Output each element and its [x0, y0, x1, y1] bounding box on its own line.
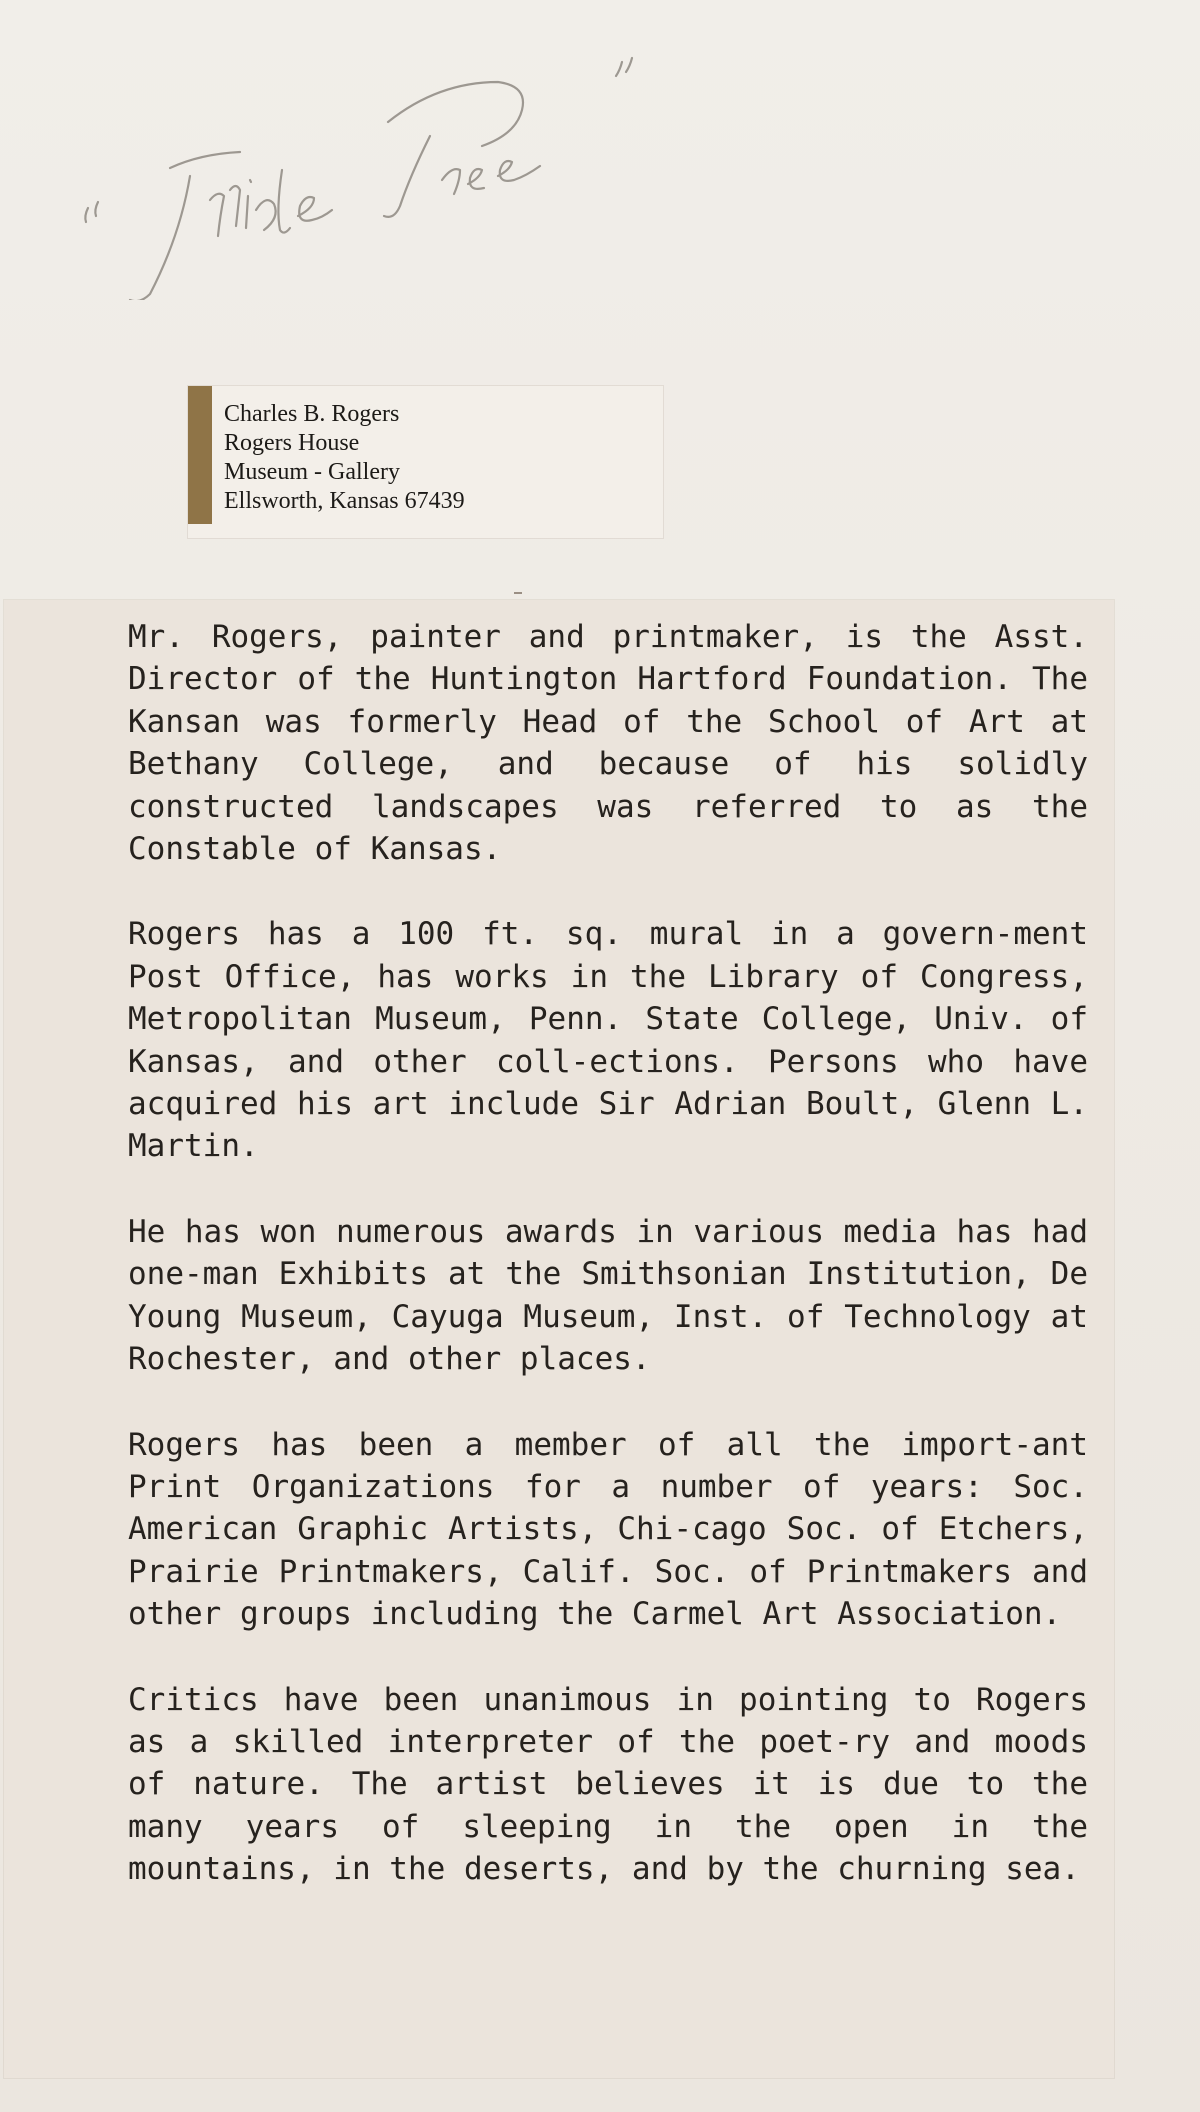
label-line: Ellsworth, Kansas 67439 [224, 488, 465, 514]
paragraph: Critics have been unanimous in pointing to Rogers as a skilled interpreter of the poet-ry and moods of nature. The artist believes it is due to the many years of sleeping in the open in the mountains, in the deserts, and by the churning sea. [128, 1681, 1088, 1888]
paragraph: Rogers has been a member of all the import-ant Print Organizations for a number of years: Soc. American Graphic Artists, Chi-cago Soc. of Etchers, Prairie Printmakers, Calif. Soc. of Printmakers and other groups including the Carmel Art Association. [128, 1426, 1088, 1633]
paragraph: Rogers has a 100 ft. sq. mural in a govern-ment Post Office, has works in the Library of Congress, Metropolitan Museum, Penn. State College, Univ. of Kansas, and other coll-ections. Persons who have acquired his art include Sir Adrian Boult, Glenn L. Martin. [128, 916, 1088, 1165]
label-line: Museum - Gallery [224, 459, 400, 485]
paragraph: Mr. Rogers, painter and printmaker, is the Asst. Director of the Huntington Hartford Foundation. The Kansan was formerly Head of the School of Art at Bethany College, and because of his solidly constructed landscapes was referred to as the Constable of Kansas. [128, 619, 1088, 868]
handwritten-title [70, 40, 670, 300]
biography-text [128, 616, 1088, 1934]
pencil-tick-mark [514, 592, 522, 594]
label-line: Rogers House [224, 430, 360, 456]
paragraph: He has won numerous awards in various media has had one-man Exhibits at the Smithsonian Institution, De Young Museum, Cayuga Museum, Inst. of Technology at Rochester, and other places. [128, 1213, 1088, 1378]
label-address [224, 400, 465, 516]
label-accent-bar [188, 386, 212, 524]
label-line: Charles B. Rogers [224, 401, 400, 427]
gallery-label [188, 386, 663, 538]
